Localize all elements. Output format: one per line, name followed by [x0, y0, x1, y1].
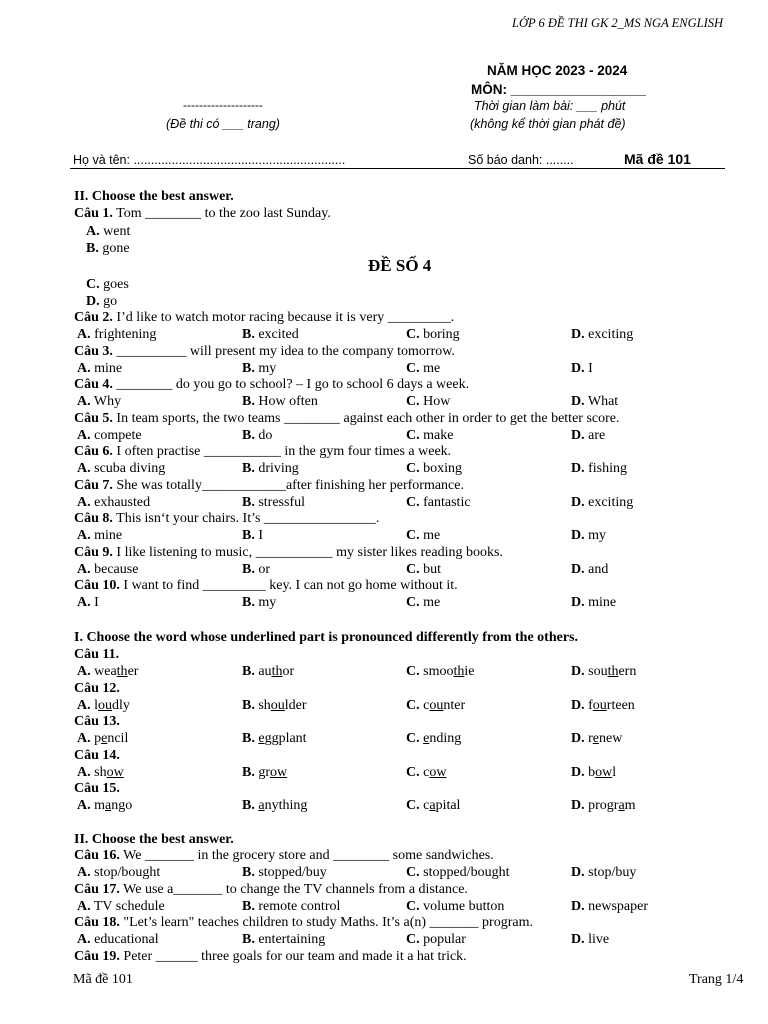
question-text: She was totally____________after finishing her performance. — [116, 477, 464, 493]
question-text: I want to find _________ key. I can not go home without it. — [123, 578, 458, 593]
question-label: Câu 19. — [74, 949, 120, 964]
question-text: Tom ________ to the zoo last Sunday. — [116, 206, 331, 221]
answer-option-b: B. eggplant — [242, 731, 307, 746]
answer-option-b: B. shoulder — [242, 697, 307, 713]
school-year: NĂM HỌC 2023 - 2024 — [487, 63, 628, 78]
question-15 — [74, 779, 724, 799]
answer-option-d: D. What — [571, 394, 619, 409]
answer-option-d: D. renew — [571, 731, 623, 746]
answer-option-a: A. exhausted — [77, 494, 151, 510]
answer-option-a: A. weather — [77, 664, 139, 679]
question-text: We use a_______ to change the TV channels from a distance. — [123, 881, 468, 897]
answer-option-a: A. I — [77, 595, 99, 610]
answer-option-b: B. my — [242, 595, 277, 610]
answer-option-a: A. educational — [77, 932, 159, 947]
answer-option-d: D. my — [571, 528, 607, 543]
answer-option-b: B. excited — [242, 327, 299, 342]
question-14 — [74, 746, 724, 766]
pronunciation-heading: I. Choose the word whose underlined part is pronounced differently from the others. — [74, 630, 579, 645]
answer-option-c: C. How — [406, 394, 451, 409]
pages-note: (Đề thi có ___ trang) — [166, 117, 280, 131]
answer-option-d: D. exciting — [571, 327, 634, 342]
answer-option-a: A. show — [77, 764, 124, 780]
answer-option-b: B. stopped/buy — [242, 865, 327, 880]
question-label: Câu 12. — [74, 680, 120, 696]
question-13 — [74, 712, 724, 732]
question-label: Câu 1. — [74, 206, 113, 221]
answer-option-a: A. stop/bought — [77, 865, 161, 880]
answer-option-c: C. fantastic — [406, 494, 471, 510]
question-1 — [74, 204, 724, 224]
answer-option-b: B. do — [242, 427, 273, 443]
answer-option-d: D. live — [571, 932, 610, 947]
question-4 — [74, 375, 724, 395]
answer-option-a: A. mine — [77, 360, 123, 376]
question-17 — [74, 880, 724, 900]
answer-option-d: D. program — [571, 798, 636, 813]
question-label: Câu 11. — [74, 647, 120, 662]
answer-option-a: A. loudly — [77, 697, 130, 713]
candidate-number: Số báo danh: ........ — [468, 153, 574, 167]
answer-option-d: D. bowl — [571, 764, 617, 780]
answer-option-c: C. smoothie — [406, 664, 475, 679]
question-19 — [74, 947, 724, 967]
answer-option-a: A. Why — [77, 394, 122, 409]
answer-option-a: A. scuba diving — [77, 461, 166, 476]
answer-option-b: B. driving — [242, 461, 299, 476]
header-rule — [70, 168, 725, 169]
question-label: Câu 18. — [74, 915, 120, 930]
answer-option-b: B. entertaining — [242, 932, 326, 947]
question-11 — [74, 645, 724, 665]
question-7 — [74, 476, 724, 496]
question-label: Câu 13. — [74, 714, 120, 729]
answer-option-d: D. I — [571, 360, 593, 376]
answer-option-c: C. capital — [406, 798, 461, 813]
question-8 — [74, 509, 724, 529]
answer-option-d: D. southern — [571, 664, 637, 679]
question-text: In team sports, the two teams ________ against each other in order to get the better score. — [116, 410, 620, 426]
answer-option-b: B. I — [242, 528, 264, 543]
answer-option-b: B. How often — [242, 394, 318, 409]
question-text: __________ will present my idea to the company tomorrow. — [116, 343, 455, 359]
answer-option-d: D. are — [571, 427, 606, 443]
q1-option-a: A. went — [86, 224, 131, 239]
answer-option-c: C. ending — [406, 731, 462, 746]
question-18 — [74, 913, 724, 933]
answer-option-d: D. fourteen — [571, 697, 635, 713]
question-label: Câu 7. — [74, 477, 113, 493]
header-dashes: -------------------- — [183, 98, 263, 112]
answer-option-b: B. stressful — [242, 494, 306, 510]
question-text: ________ do you go to school? – I go to school 6 days a week. — [116, 377, 470, 392]
answer-option-d: D. newspaper — [571, 898, 648, 914]
q1-option-c: C. goes — [86, 277, 129, 292]
question-16 — [74, 846, 724, 866]
answer-option-b: B. my — [242, 360, 277, 376]
question-3 — [74, 342, 724, 362]
answer-option-a: A. compete — [77, 427, 142, 443]
footer-page-number: Trang 1/4 — [689, 972, 744, 987]
question-label: Câu 14. — [74, 747, 120, 763]
section-heading-2: II. Choose the best answer. — [74, 832, 234, 847]
answer-option-a: A. mango — [77, 798, 133, 813]
question-6 — [74, 442, 724, 462]
answer-option-c: C. me — [406, 528, 441, 543]
question-10 — [74, 576, 724, 596]
time-note: (không kể thời gian phát đề) — [470, 117, 626, 131]
answer-option-c: C. boxing — [406, 461, 463, 476]
question-2 — [74, 308, 724, 328]
answer-option-b: B. or — [242, 561, 271, 577]
answer-option-c: C. boring — [406, 327, 460, 342]
q1-option-b: B. gone — [86, 241, 130, 256]
answer-option-b: B. author — [242, 664, 295, 679]
exam-code: Mã đề 101 — [624, 151, 691, 167]
question-text: I’d like to watch motor racing because it is very _________. — [116, 310, 455, 325]
answer-option-b: B. remote control — [242, 898, 341, 914]
question-12 — [74, 679, 724, 699]
name-line: Họ và tên: ............................................................. — [73, 153, 346, 167]
question-text: "Let’s learn" teaches children to study Maths. It’s a(n) _______ program. — [123, 915, 533, 930]
question-text: Peter ______ three goals for our team and made it a hat trick. — [123, 949, 467, 964]
question-label: Câu 6. — [74, 444, 113, 459]
answer-option-c: C. stopped/bought — [406, 865, 510, 880]
question-label: Câu 3. — [74, 343, 113, 359]
question-label: Câu 16. — [74, 848, 120, 863]
question-text: This isn‘t your chairs. It’s ________________. — [116, 511, 380, 526]
question-text: I like listening to music, ___________ my sister likes reading books. — [116, 544, 503, 560]
answer-option-a: A. frightening — [77, 327, 157, 342]
answer-option-c: C. popular — [406, 932, 466, 947]
answer-option-c: C. counter — [406, 697, 466, 713]
section-heading: II. Choose the best answer. — [74, 189, 234, 204]
question-label: Câu 9. — [74, 544, 113, 560]
answer-option-d: D. exciting — [571, 494, 634, 510]
q1-option-d: D. go — [86, 294, 118, 309]
time-allowed: Thời gian làm bài: ___ phút — [474, 99, 626, 113]
answer-option-a: A. mine — [77, 528, 123, 543]
question-label: Câu 4. — [74, 377, 113, 392]
answer-option-c: C. but — [406, 561, 442, 577]
subject-line: MÔN: __________________ — [471, 82, 646, 97]
answer-option-c: C. cow — [406, 764, 447, 780]
top-right-header: LỚP 6 ĐỀ THI GK 2_MS NGA ENGLISH — [512, 16, 724, 30]
question-label: Câu 17. — [74, 881, 120, 897]
answer-option-c: C. me — [406, 595, 441, 610]
answer-option-c: C. make — [406, 427, 454, 443]
answer-option-c: C. volume button — [406, 898, 505, 914]
question-text: I often practise ___________ in the gym four times a week. — [116, 444, 452, 459]
question-9 — [74, 543, 724, 563]
answer-option-d: D. stop/buy — [571, 865, 637, 880]
question-label: Câu 2. — [74, 310, 113, 325]
answer-option-c: C. me — [406, 360, 441, 376]
footer-exam-code: Mã đề 101 — [73, 972, 133, 987]
answer-option-d: D. fishing — [571, 461, 628, 476]
question-label: Câu 8. — [74, 511, 113, 526]
answer-option-d: D. and — [571, 561, 609, 577]
answer-option-d: D. mine — [571, 595, 617, 610]
answer-option-b: B. anything — [242, 798, 308, 813]
question-label: Câu 15. — [74, 781, 120, 796]
question-label: Câu 5. — [74, 410, 113, 426]
question-text: We _______ in the grocery store and ________ some sandwiches. — [123, 848, 494, 863]
answer-option-a: A. TV schedule — [77, 898, 165, 914]
question-label: Câu 10. — [74, 578, 120, 593]
answer-option-a: A. pencil — [77, 731, 129, 746]
answer-option-b: B. grow — [242, 764, 288, 780]
answer-option-a: A. because — [77, 561, 139, 577]
question-5 — [74, 409, 724, 429]
de-so-title: ĐỀ SỐ 4 — [368, 256, 432, 275]
